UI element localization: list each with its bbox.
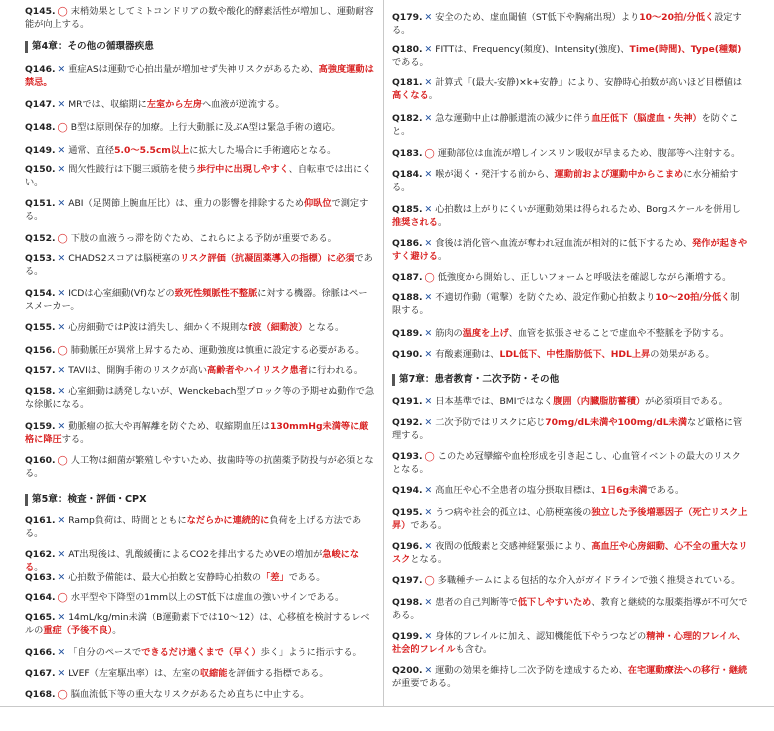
question-item bbox=[392, 507, 748, 532]
answer-text: 設定する。 bbox=[392, 12, 742, 36]
question-item bbox=[392, 575, 748, 588]
answer-text: 心房細動ではP波は消失し、細かく不規則な bbox=[68, 322, 249, 333]
highlighted-text: 高強度運動は禁忌。 bbox=[25, 64, 374, 88]
question-item bbox=[25, 99, 376, 112]
question-item bbox=[25, 122, 376, 135]
question-item bbox=[25, 647, 376, 660]
incorrect-mark-icon: ✕ bbox=[57, 322, 66, 333]
question-number: Q152. bbox=[25, 233, 56, 244]
answer-text: 夜間の低酸素と交感神経緊張により、 bbox=[435, 541, 592, 552]
highlighted-text: 低下しやすいため bbox=[517, 597, 592, 608]
question-item bbox=[25, 164, 376, 189]
highlighted-text: 精神・心理的フレイル、社会的フレイル bbox=[392, 631, 746, 655]
highlighted-text: 温度を上げ bbox=[462, 328, 509, 339]
correct-mark-icon: ◯ bbox=[424, 272, 435, 283]
highlighted-text: LDL低下、中性脂肪低下、HDL上昇 bbox=[499, 349, 651, 360]
highlighted-text: 仰臥位 bbox=[303, 198, 332, 209]
incorrect-mark-icon: ✕ bbox=[57, 253, 66, 264]
question-item bbox=[25, 6, 376, 31]
question-number: Q190. bbox=[392, 349, 423, 360]
answer-text: 心拍数予備能は、最大心拍数と安静時心拍数の bbox=[68, 572, 262, 583]
question-item bbox=[25, 592, 376, 605]
incorrect-mark-icon: ✕ bbox=[424, 631, 433, 642]
question-number: Q164. bbox=[25, 592, 56, 603]
answer-text: 運動部位は血流が増しインスリン吸収が早まるため、腹部等へ注射する。 bbox=[437, 148, 741, 159]
question-item bbox=[392, 169, 748, 194]
answer-text: 負荷を上げる方法である。 bbox=[25, 515, 362, 539]
question-item bbox=[25, 549, 376, 574]
answer-text: 、血管を拡張させることで虚血や不整脈を予防する。 bbox=[508, 328, 730, 339]
question-number: Q147. bbox=[25, 99, 56, 110]
answer-text: である。 bbox=[392, 56, 429, 68]
question-number: Q187. bbox=[392, 272, 423, 283]
incorrect-mark-icon: ✕ bbox=[57, 612, 66, 623]
question-number: Q154. bbox=[25, 288, 56, 299]
question-number: Q189. bbox=[392, 328, 423, 339]
answer-text: が必須項目である。 bbox=[645, 396, 728, 407]
question-item bbox=[392, 485, 748, 498]
incorrect-mark-icon: ✕ bbox=[57, 386, 66, 397]
highlighted-text: 10〜20拍/分低く bbox=[655, 292, 731, 303]
question-number: Q148. bbox=[25, 122, 56, 133]
answer-text: に行われる。 bbox=[307, 365, 364, 376]
question-number: Q145. bbox=[25, 6, 56, 17]
incorrect-mark-icon: ✕ bbox=[424, 204, 433, 215]
question-item bbox=[392, 204, 748, 229]
footer-rule bbox=[0, 706, 774, 707]
question-item bbox=[392, 328, 748, 341]
answer-text: 下肢の血液うっ滞を防ぐため、これらによる予防が重要である。 bbox=[70, 233, 337, 244]
question-number: Q168. bbox=[25, 689, 56, 700]
question-number: Q181. bbox=[392, 77, 423, 88]
answer-text: も含む。 bbox=[455, 643, 493, 655]
answer-text: 不適切作動（電撃）を防ぐため、設定作動心拍数より bbox=[435, 292, 656, 303]
question-number: Q195. bbox=[392, 507, 423, 518]
question-number: Q146. bbox=[25, 64, 56, 75]
question-item bbox=[25, 345, 376, 358]
incorrect-mark-icon: ✕ bbox=[424, 12, 433, 23]
incorrect-mark-icon: ✕ bbox=[424, 113, 433, 124]
question-item bbox=[392, 417, 748, 442]
correct-mark-icon: ◯ bbox=[424, 451, 435, 462]
incorrect-mark-icon: ✕ bbox=[57, 647, 66, 658]
question-number: Q179. bbox=[392, 12, 423, 23]
highlighted-text: 5.0〜5.5cm以上 bbox=[114, 145, 190, 156]
question-number: Q193. bbox=[392, 451, 423, 462]
correct-mark-icon: ◯ bbox=[57, 233, 68, 244]
highlighted-text: 急峻になる bbox=[25, 549, 360, 573]
question-item bbox=[25, 322, 376, 335]
incorrect-mark-icon: ✕ bbox=[424, 77, 433, 88]
highlighted-text: 独立した予後増悪因子（死亡リスク上昇） bbox=[392, 507, 748, 531]
answer-text: 水平型や下降型の1mm以上のST低下は虚血の強いサインである。 bbox=[70, 592, 345, 603]
question-item bbox=[392, 12, 748, 37]
highlighted-text: 血圧低下（脳虚血・失神） bbox=[591, 113, 702, 124]
section-heading: 第5章：検査・評価・CPX bbox=[25, 494, 376, 506]
highlighted-text: f波（細動波） bbox=[248, 322, 308, 333]
answer-text: ICDは心室細動(Vf)などの bbox=[68, 288, 175, 299]
answer-text: 食後は消化管へ血流が奪われ冠血流が相対的に低下するため、 bbox=[435, 238, 693, 249]
highlighted-text: 腹囲（内臓脂肪蓄積） bbox=[553, 396, 646, 407]
question-item bbox=[392, 451, 748, 476]
answer-text: 計算式「(最大-安静)×k+安静」により、安静時心拍数が高いほど目標値は bbox=[435, 77, 743, 88]
correct-mark-icon: ◯ bbox=[57, 455, 68, 466]
question-number: Q197. bbox=[392, 575, 423, 586]
answer-text: 二次予防ではリスクに応じ bbox=[435, 417, 546, 428]
question-number: Q192. bbox=[392, 417, 423, 428]
answer-text: 。 bbox=[34, 561, 44, 573]
highlighted-text: Time(時間)、Type(種類) bbox=[629, 44, 742, 55]
answer-text: を防ぐこと。 bbox=[392, 113, 739, 137]
answer-text: 高血圧や心不全患者の塩分摂取目標は、 bbox=[435, 485, 601, 496]
answer-text: など厳格に管理する。 bbox=[392, 417, 743, 441]
incorrect-mark-icon: ✕ bbox=[424, 238, 433, 249]
answer-text: となる。 bbox=[410, 553, 448, 565]
incorrect-mark-icon: ✕ bbox=[424, 597, 433, 608]
question-item bbox=[25, 515, 376, 540]
incorrect-mark-icon: ✕ bbox=[424, 417, 433, 428]
incorrect-mark-icon: ✕ bbox=[424, 485, 433, 496]
correct-mark-icon: ◯ bbox=[57, 689, 68, 700]
question-number: Q151. bbox=[25, 198, 56, 209]
question-number: Q153. bbox=[25, 253, 56, 264]
answer-text: 日本基準では、BMIではなく bbox=[435, 396, 554, 407]
question-number: Q186. bbox=[392, 238, 423, 249]
correct-mark-icon: ◯ bbox=[57, 6, 68, 17]
question-number: Q188. bbox=[392, 292, 423, 303]
question-item bbox=[392, 44, 748, 69]
highlighted-text: 1日6g未満 bbox=[600, 485, 648, 496]
answer-text: である。 bbox=[647, 485, 685, 496]
question-number: Q180. bbox=[392, 44, 423, 55]
question-number: Q196. bbox=[392, 541, 423, 552]
highlighted-text: 10〜20拍/分低く bbox=[639, 12, 715, 23]
answer-text: ABI（足関節上腕血圧比）は、重力の影響を排除するため bbox=[68, 198, 304, 209]
question-number: Q198. bbox=[392, 597, 423, 608]
highlighted-text: 収縮能 bbox=[199, 668, 228, 679]
question-item bbox=[392, 597, 748, 622]
answer-text: で測定する。 bbox=[25, 198, 369, 222]
question-item bbox=[392, 77, 748, 102]
section-heading: 第4章：その他の循環器疾患 bbox=[25, 41, 376, 53]
highlighted-text: 歩行中に出現しやすく bbox=[196, 164, 289, 175]
answer-text: 心拍数は上がりにくいが運動効果は得られるため、Borgスケールを併用し bbox=[435, 204, 741, 215]
correct-mark-icon: ◯ bbox=[424, 575, 435, 586]
question-number: Q160. bbox=[25, 455, 56, 466]
question-number: Q165. bbox=[25, 612, 56, 623]
question-number: Q199. bbox=[392, 631, 423, 642]
answer-text: である。 bbox=[288, 572, 326, 583]
answer-text: 。 bbox=[437, 250, 448, 262]
answer-text: FITTは、Frequency(頻度)、Intensity(強度)、 bbox=[435, 44, 630, 55]
question-item bbox=[25, 64, 376, 89]
question-number: Q185. bbox=[392, 204, 423, 215]
question-item bbox=[392, 238, 748, 263]
answer-text: となる。 bbox=[307, 322, 345, 333]
answer-text: である。 bbox=[25, 253, 373, 277]
answer-text: 筋肉の bbox=[435, 328, 463, 339]
question-item bbox=[392, 292, 748, 317]
answer-text: に水分補給する。 bbox=[392, 169, 739, 193]
incorrect-mark-icon: ✕ bbox=[424, 169, 433, 180]
answer-text: 重症ASは運動で心拍出量が増加せず失神リスクがあるため、 bbox=[68, 64, 319, 75]
answer-text: 急な運動中止は静脈還流の減少に伴う bbox=[435, 113, 592, 124]
answer-text: このため冠攣縮や血栓形成を引き起こし、心血管イベントの最大のリスクとなる。 bbox=[392, 451, 741, 475]
question-item bbox=[392, 665, 748, 690]
incorrect-mark-icon: ✕ bbox=[57, 572, 66, 583]
correct-mark-icon: ◯ bbox=[57, 345, 68, 356]
highlighted-text: 130mmHg未満等に厳格に降圧 bbox=[25, 421, 369, 445]
question-number: Q157. bbox=[25, 365, 56, 376]
question-number: Q158. bbox=[25, 386, 56, 397]
incorrect-mark-icon: ✕ bbox=[424, 292, 433, 303]
question-item bbox=[25, 455, 376, 480]
answer-text: が重要である。 bbox=[392, 677, 457, 689]
answer-text: する。 bbox=[61, 433, 90, 445]
question-number: Q159. bbox=[25, 421, 56, 432]
answer-text: B型は原則保存的加療。上行大動脈に及ぶA型は緊急手術の適応。 bbox=[70, 122, 341, 133]
answer-text: の効果がある。 bbox=[650, 349, 715, 360]
question-item bbox=[25, 198, 376, 223]
answer-text: 。 bbox=[112, 624, 122, 636]
answer-text: 低強度から開始し、正しいフォームと呼吸法を確認しながら漸増する。 bbox=[437, 272, 732, 283]
question-number: Q182. bbox=[392, 113, 423, 124]
question-number: Q163. bbox=[25, 572, 56, 583]
incorrect-mark-icon: ✕ bbox=[57, 421, 66, 432]
question-item bbox=[392, 631, 748, 656]
question-item bbox=[25, 145, 376, 158]
highlighted-text: 在宅運動療法への移行・継続 bbox=[627, 665, 748, 676]
answer-text: へ血液が逆流する。 bbox=[201, 99, 285, 110]
question-number: Q156. bbox=[25, 345, 56, 356]
answer-text: 。 bbox=[428, 89, 438, 101]
answer-text: 安全のため、虚血閾値（ST低下や胸痛出現）より bbox=[435, 12, 640, 23]
answer-text: AT出現後は、乳酸緩衝によるCO2を排出するためVEの増加が bbox=[68, 549, 323, 560]
question-item bbox=[25, 421, 376, 446]
correct-mark-icon: ◯ bbox=[57, 122, 68, 133]
incorrect-mark-icon: ✕ bbox=[57, 515, 66, 526]
answer-text: 心室細動は誘発しないが、Wenckebach型ブロック等の予期せぬ動作で急な徐脈になる。 bbox=[25, 386, 375, 410]
question-number: Q194. bbox=[392, 485, 423, 496]
question-number: Q184. bbox=[392, 169, 423, 180]
question-number: Q167. bbox=[25, 668, 56, 679]
column-divider bbox=[383, 0, 384, 706]
answer-text: 「自分のペースで bbox=[68, 647, 142, 658]
answer-text: 運動の効果を維持し二次予防を達成するため、 bbox=[435, 665, 628, 676]
incorrect-mark-icon: ✕ bbox=[424, 44, 433, 55]
incorrect-mark-icon: ✕ bbox=[57, 164, 66, 175]
answer-text: 人工物は細菌が繁殖しやすいため、抜歯時等の抗菌薬予防投与が必須となる。 bbox=[25, 455, 374, 479]
question-number: Q183. bbox=[392, 148, 423, 159]
question-number: Q161. bbox=[25, 515, 56, 526]
question-number: Q149. bbox=[25, 145, 56, 156]
answer-text: 有酸素運動は、 bbox=[435, 349, 500, 360]
incorrect-mark-icon: ✕ bbox=[57, 99, 66, 110]
question-item bbox=[25, 612, 376, 637]
question-number: Q191. bbox=[392, 396, 423, 407]
incorrect-mark-icon: ✕ bbox=[57, 198, 66, 209]
incorrect-mark-icon: ✕ bbox=[424, 541, 433, 552]
answer-text: 間欠性跛行は下腿三頭筋を使う bbox=[68, 164, 197, 175]
answer-text: 動脈瘤の拡大や再解離を防ぐため、収縮期血圧は bbox=[68, 421, 270, 432]
answer-text: 、自転車では出にくい。 bbox=[25, 164, 372, 188]
incorrect-mark-icon: ✕ bbox=[57, 549, 66, 560]
answer-text: CHADS2スコアは脳梗塞の bbox=[68, 253, 181, 264]
answer-text: に対する機器。徐脈はペースメーカー。 bbox=[25, 288, 368, 312]
question-item bbox=[25, 288, 376, 313]
correct-mark-icon: ◯ bbox=[424, 148, 435, 159]
incorrect-mark-icon: ✕ bbox=[57, 668, 66, 679]
answer-text: 制限する。 bbox=[392, 292, 740, 316]
answer-text: 身体的フレイルに加え、認知機能低下やうつなどの bbox=[435, 631, 647, 642]
answer-text: 患者の自己判断等で bbox=[435, 597, 518, 608]
question-number: Q150. bbox=[25, 164, 56, 175]
answer-text: 脳血流低下等の重大なリスクがあるため直ちに中止する。 bbox=[70, 689, 310, 700]
highlighted-text: 運動前および運動中からこまめ bbox=[554, 169, 684, 180]
question-number: Q162. bbox=[25, 549, 56, 560]
incorrect-mark-icon: ✕ bbox=[424, 328, 433, 339]
question-item bbox=[25, 386, 376, 411]
highlighted-text: 高齢者やハイリスク患者 bbox=[207, 365, 308, 376]
highlighted-text: 推奨される bbox=[392, 216, 438, 228]
highlighted-text: なだらかに連続的に bbox=[186, 515, 270, 526]
question-item bbox=[392, 272, 748, 285]
question-item bbox=[25, 689, 376, 702]
answer-text: 多職種チームによる包括的な介入がガイドラインで強く推奨されている。 bbox=[437, 575, 741, 586]
question-item bbox=[392, 396, 748, 409]
highlighted-text: できるだけ遠くまで（早く） bbox=[141, 647, 261, 658]
highlighted-text: 高血圧や心房細動、心不全の重大なリスク bbox=[392, 541, 748, 565]
highlighted-text: 発作が起きやすく避ける bbox=[392, 238, 748, 262]
answer-text: 末梢効果としてミトコンドリアの数や酸化的酵素活性が増加し、運動耐容能が向上する。 bbox=[25, 6, 374, 30]
question-item bbox=[25, 668, 376, 681]
incorrect-mark-icon: ✕ bbox=[424, 665, 433, 676]
section-heading: 第7章：患者教育・二次予防・その他 bbox=[392, 374, 748, 386]
answer-text: うつ病や社会的孤立は、心筋梗塞後の bbox=[435, 507, 592, 518]
answer-text: Ramp負荷は、時間とともに bbox=[68, 515, 187, 526]
incorrect-mark-icon: ✕ bbox=[424, 507, 433, 518]
highlighted-text: 左室から左房 bbox=[146, 99, 202, 110]
incorrect-mark-icon: ✕ bbox=[57, 64, 66, 75]
correct-mark-icon: ◯ bbox=[57, 592, 68, 603]
incorrect-mark-icon: ✕ bbox=[57, 145, 66, 156]
question-item bbox=[392, 541, 748, 566]
question-item bbox=[25, 233, 376, 246]
answer-text: 歩く」ように指示する。 bbox=[260, 647, 362, 658]
answer-text: 喉が渇く・発汗する前から、 bbox=[435, 169, 555, 180]
answer-text: TAVIは、開胸手術のリスクが高い bbox=[68, 365, 208, 376]
question-item bbox=[25, 365, 376, 378]
question-item bbox=[25, 253, 376, 278]
answer-text: 、教育と継続的な服薬指導が不可欠である。 bbox=[392, 597, 748, 621]
question-number: Q200. bbox=[392, 665, 423, 676]
incorrect-mark-icon: ✕ bbox=[424, 349, 433, 360]
answer-text: LVEF（左室駆出率）は、左室の bbox=[68, 668, 200, 679]
highlighted-text: 致死性頻脈性不整脈 bbox=[174, 288, 258, 299]
question-item bbox=[392, 349, 748, 362]
question-item bbox=[392, 148, 748, 161]
answer-text: 。 bbox=[437, 216, 448, 228]
incorrect-mark-icon: ✕ bbox=[424, 396, 433, 407]
question-item bbox=[25, 572, 376, 585]
highlighted-text: リスク評価（抗凝固薬導入の指標）に必須 bbox=[180, 253, 355, 264]
answer-text: を評価する指標である。 bbox=[227, 668, 329, 679]
answer-text: 14mL/kg/min未満（B運動素下では10〜12）は、心移植を検討するレベルの bbox=[25, 612, 370, 636]
question-item bbox=[392, 113, 748, 138]
highlighted-text: 重症（予後不良） bbox=[43, 624, 113, 636]
highlighted-text: 「差」 bbox=[261, 572, 289, 583]
incorrect-mark-icon: ✕ bbox=[57, 288, 66, 299]
answer-text: 通常、直径 bbox=[68, 145, 115, 156]
answer-text: 肺動脈圧が異常上昇するため、運動強度は慎重に設定する必要がある。 bbox=[70, 345, 365, 356]
question-number: Q155. bbox=[25, 322, 56, 333]
highlighted-text: 70mg/dL未満や100mg/dL未満 bbox=[545, 417, 688, 428]
highlighted-text: 高くなる bbox=[392, 89, 429, 101]
incorrect-mark-icon: ✕ bbox=[57, 365, 66, 376]
answer-text: MRでは、収縮期に bbox=[68, 99, 147, 110]
answer-text: である。 bbox=[410, 519, 448, 531]
question-number: Q166. bbox=[25, 647, 56, 658]
answer-text: に拡大した場合に手術適応となる。 bbox=[189, 145, 337, 156]
